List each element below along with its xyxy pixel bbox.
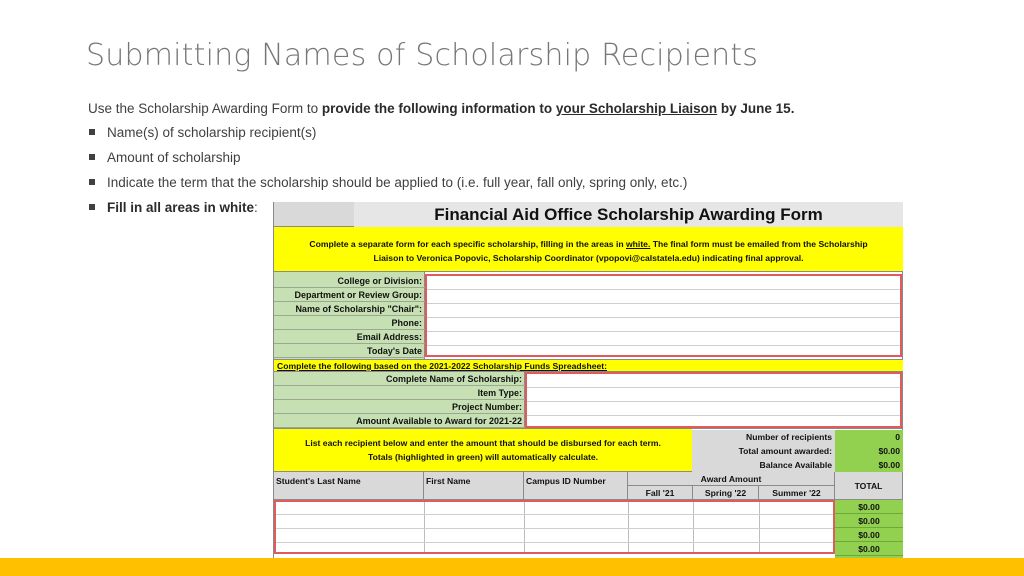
total-value: $0.00 (835, 514, 903, 528)
summary-label: Number of recipients (692, 430, 835, 444)
field-label: Complete Name of Scholarship: (274, 372, 525, 386)
column-header-fall: Fall '21 (628, 486, 693, 500)
field-label: Phone: (274, 316, 425, 330)
scholarship-liaison-link[interactable]: your Scholarship Liaison (555, 101, 718, 116)
scholarship-labels (274, 372, 525, 428)
total-value: $0.00 (835, 528, 903, 542)
section2-heading: Complete the following based on the 2021-2022 Scholarship Funds Spreadsheet: (274, 359, 903, 372)
scholarship-input-area[interactable] (525, 372, 902, 428)
column-header-award-amount: Award Amount (628, 472, 835, 486)
summary-label: Balance Available (692, 458, 835, 472)
award-summary (692, 428, 903, 472)
intro-deadline: by June 15. (717, 101, 795, 116)
field-label: Project Number: (274, 400, 525, 414)
total-value: $0.00 (835, 542, 903, 556)
summary-value: 0 (835, 430, 903, 444)
list-item: Fill in all areas in white: (88, 201, 687, 226)
column-header-summer: Summer '22 (759, 486, 835, 500)
summary-label: Total amount awarded: (692, 444, 835, 458)
summary-value: $0.00 (835, 458, 903, 472)
list-item: Indicate the term that the scholarship should be applied to (i.e. full year, fall only, spring only, etc.) (88, 176, 687, 201)
field-label: Today's Date (274, 344, 425, 358)
contact-input-area[interactable] (425, 274, 902, 357)
intro-bold: provide the following information to (321, 101, 556, 116)
form-title: Financial Aid Office Scholarship Awarding Form (354, 202, 903, 227)
bullet-icon (89, 129, 95, 135)
field-label: Name of Scholarship "Chair": (274, 302, 425, 316)
intro-text (88, 101, 794, 116)
total-value: $0.00 (835, 500, 903, 514)
form-title-bar (274, 202, 903, 227)
totals-column (835, 500, 903, 558)
accent-bar (0, 558, 1024, 576)
bullet-icon (89, 179, 95, 185)
list-item: Name(s) of scholarship recipient(s) (88, 126, 687, 151)
column-header-total: TOTAL (835, 472, 903, 500)
column-header-spring: Spring '22 (693, 486, 759, 500)
field-label: Email Address: (274, 330, 425, 344)
summary-value: $0.00 (835, 444, 903, 458)
column-header-campus-id: Campus ID Number (524, 472, 628, 500)
recipient-instructions: List each recipient below and enter the amount that should be disbursed for each term. Totals (highlighted in green) will automatically calculate. (274, 428, 692, 472)
scholarship-awarding-form (273, 202, 903, 558)
slide-title: Submitting Names of Scholarship Recipients (86, 38, 759, 73)
contact-labels (274, 272, 425, 359)
column-header-last-name: Student's Last Name (274, 472, 424, 500)
field-label: Amount Available to Award for 2021-22 (274, 414, 525, 428)
recipient-entry-grid[interactable] (274, 500, 835, 554)
field-label: Department or Review Group: (274, 288, 425, 302)
bullet-icon (89, 204, 95, 210)
list-item: Amount of scholarship (88, 151, 687, 176)
field-label: Item Type: (274, 386, 525, 400)
bullet-icon (89, 154, 95, 160)
column-header-first-name: First Name (424, 472, 524, 500)
form-instructions: Complete a separate form for each specific scholarship, filling in the areas in white. The final form must be emailed from the Scholarship Liaison to Veronica Popovic, Scholarship Coordinator (vpopovi@calstatela.edu) indicating final approval. (274, 227, 903, 272)
intro-prefix: Use the Scholarship Awarding Form to (88, 101, 322, 116)
field-label: College or Division: (274, 274, 425, 288)
